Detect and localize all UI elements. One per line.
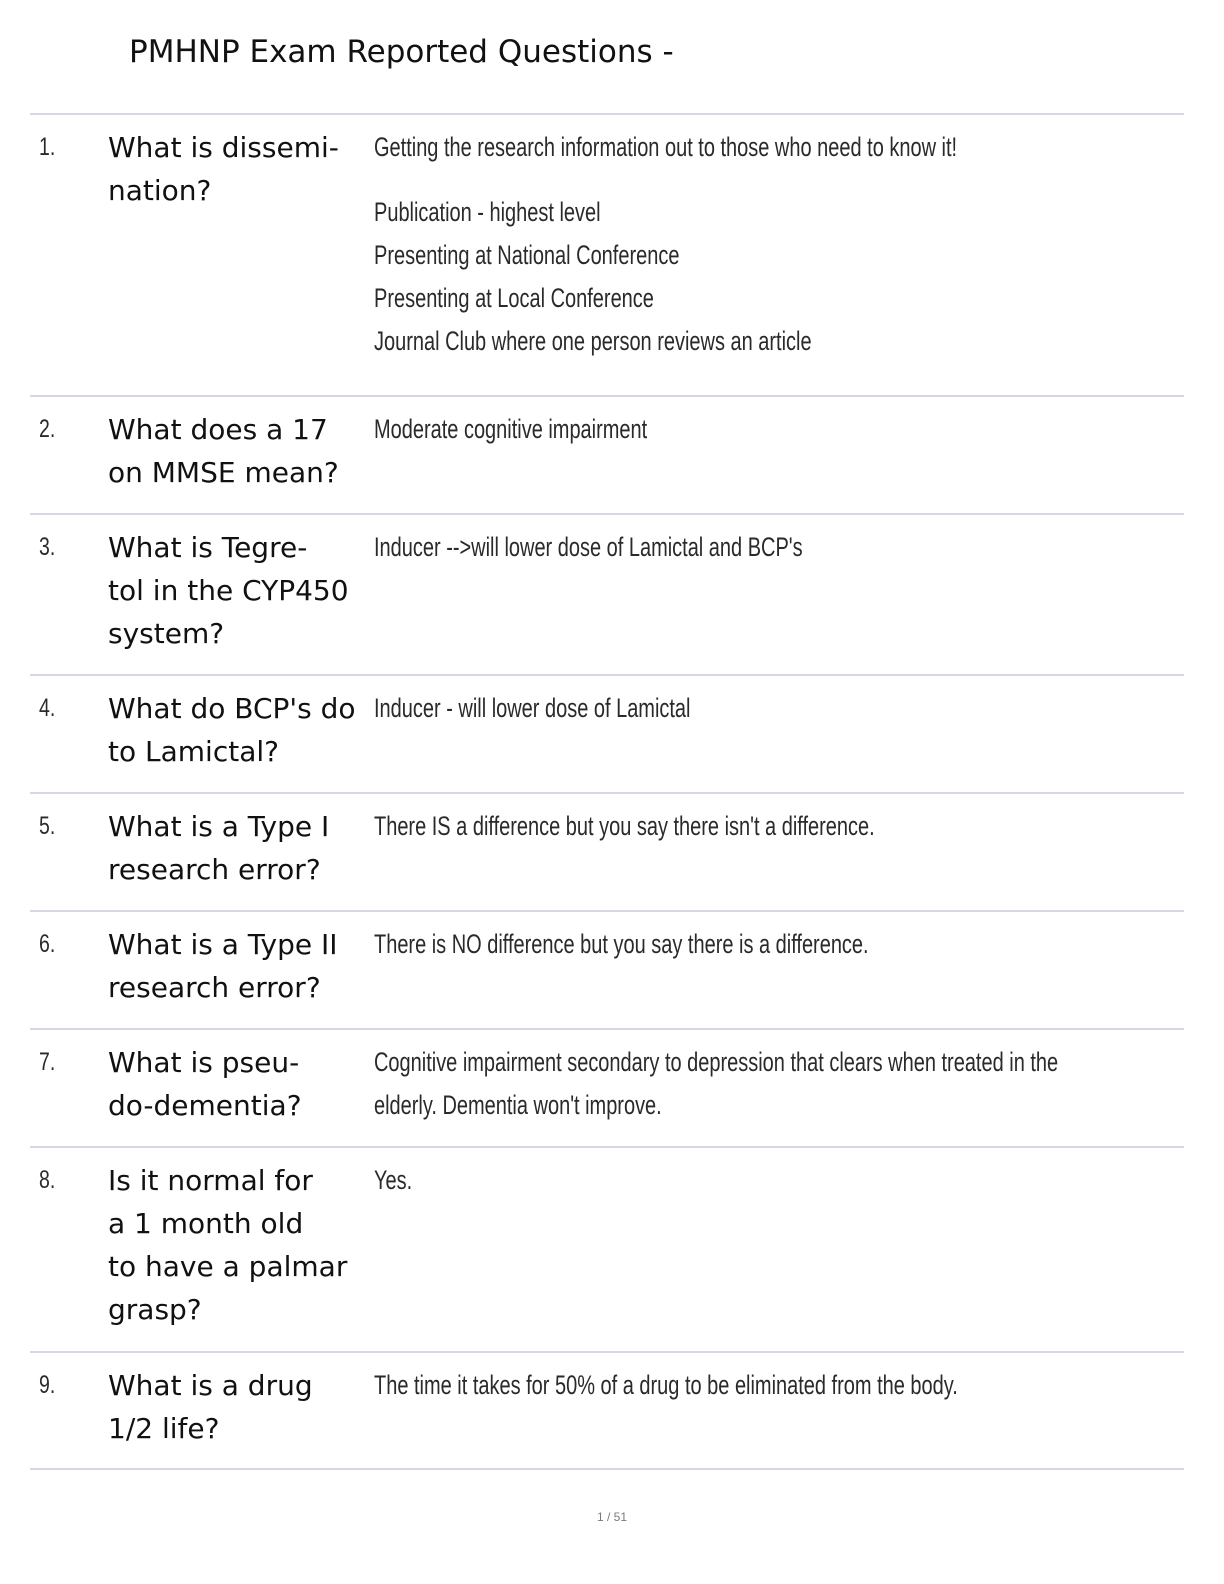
term-line: grasp?: [108, 1293, 202, 1326]
card-definition: [374, 805, 1114, 848]
card-divider: [30, 395, 1184, 397]
card-definition: [374, 687, 1114, 730]
term-line: a 1 month old: [108, 1207, 304, 1240]
definition-line: Inducer - will lower dose of Lamictal: [374, 693, 691, 723]
definition-line: Presenting at National Conference: [374, 240, 680, 270]
card-definition: [374, 923, 1114, 966]
card-number: 1.: [39, 133, 56, 161]
definition-line: There IS a difference but you say there isn't a difference.: [374, 811, 875, 841]
card-number: 7.: [39, 1048, 56, 1076]
term-line: nation?: [108, 174, 212, 207]
definition-line: Presenting at Local Conference: [374, 283, 654, 313]
card-divider: [30, 674, 1184, 676]
card-divider: [30, 113, 1184, 115]
card-divider: [30, 792, 1184, 794]
definition-line: Journal Club where one person reviews an article: [374, 326, 812, 356]
term-line: research error?: [108, 971, 321, 1004]
card-divider: [30, 513, 1184, 515]
card-number: 5.: [39, 812, 56, 840]
term-line: to Lamictal?: [108, 735, 279, 768]
term-line: What is a Type I: [108, 810, 330, 843]
card-definition: [374, 1041, 1114, 1127]
term-line: What is Tegre-: [108, 531, 308, 564]
term-line: to have a palmar: [108, 1250, 348, 1283]
card-number: 8.: [39, 1166, 56, 1194]
term-line: What do BCP's do: [108, 692, 356, 725]
card-divider: [30, 1351, 1184, 1353]
card-definition: [374, 408, 1114, 451]
page-indicator: 1 / 51: [596, 1510, 628, 1524]
term-line: What is dissemi-: [108, 131, 339, 164]
term-line: Is it normal for: [108, 1164, 313, 1197]
definition-line: Cognitive impairment secondary to depression that clears when treated in the: [374, 1047, 1059, 1077]
card-divider: [30, 1028, 1184, 1030]
definition-line: Getting the research information out to those who need to know it!: [374, 132, 958, 162]
card-term: [108, 923, 370, 1009]
card-definition: [374, 526, 1114, 569]
term-line: What is a Type II: [108, 928, 338, 961]
card-divider: [30, 1468, 1184, 1470]
card-number: 4.: [39, 694, 56, 722]
card-term: [108, 687, 370, 773]
card-number: 9.: [39, 1371, 56, 1399]
card-number: 6.: [39, 930, 56, 958]
term-line: do-dementia?: [108, 1089, 302, 1122]
card-divider: [30, 910, 1184, 912]
card-term: [108, 526, 370, 655]
term-line: What does a 17: [108, 413, 328, 446]
card-term: [108, 1364, 370, 1450]
card-definition: [374, 1159, 1114, 1202]
definition-line: Yes.: [374, 1165, 413, 1195]
card-term: [108, 805, 370, 891]
definition-line: Publication - highest level: [374, 197, 601, 227]
card-definition: [374, 1364, 1114, 1407]
term-line: What is pseu-: [108, 1046, 300, 1079]
term-line: What is a drug: [108, 1369, 313, 1402]
definition-line: There is NO difference but you say there is a difference.: [374, 929, 869, 959]
document-title: PMHNP Exam Reported Questions -: [129, 34, 674, 70]
definition-line: Moderate cognitive impairment: [374, 414, 648, 444]
term-line: research error?: [108, 853, 321, 886]
definition-line: elderly. Dementia won't improve.: [374, 1090, 662, 1120]
term-line: system?: [108, 617, 225, 650]
card-number: 2.: [39, 415, 56, 443]
card-term: [108, 1159, 370, 1331]
card-term: [108, 126, 370, 212]
card-definition: [374, 126, 1114, 363]
definition-line: Inducer -->will lower dose of Lamictal and BCP's: [374, 532, 803, 562]
definition-line: The time it takes for 50% of a drug to be eliminated from the body.: [374, 1370, 958, 1400]
card-term: [108, 1041, 370, 1127]
term-line: tol in the CYP450: [108, 574, 349, 607]
card-term: [108, 408, 370, 494]
term-line: 1/2 life?: [108, 1412, 220, 1445]
card-divider: [30, 1146, 1184, 1148]
term-line: on MMSE mean?: [108, 456, 339, 489]
card-number: 3.: [39, 533, 56, 561]
